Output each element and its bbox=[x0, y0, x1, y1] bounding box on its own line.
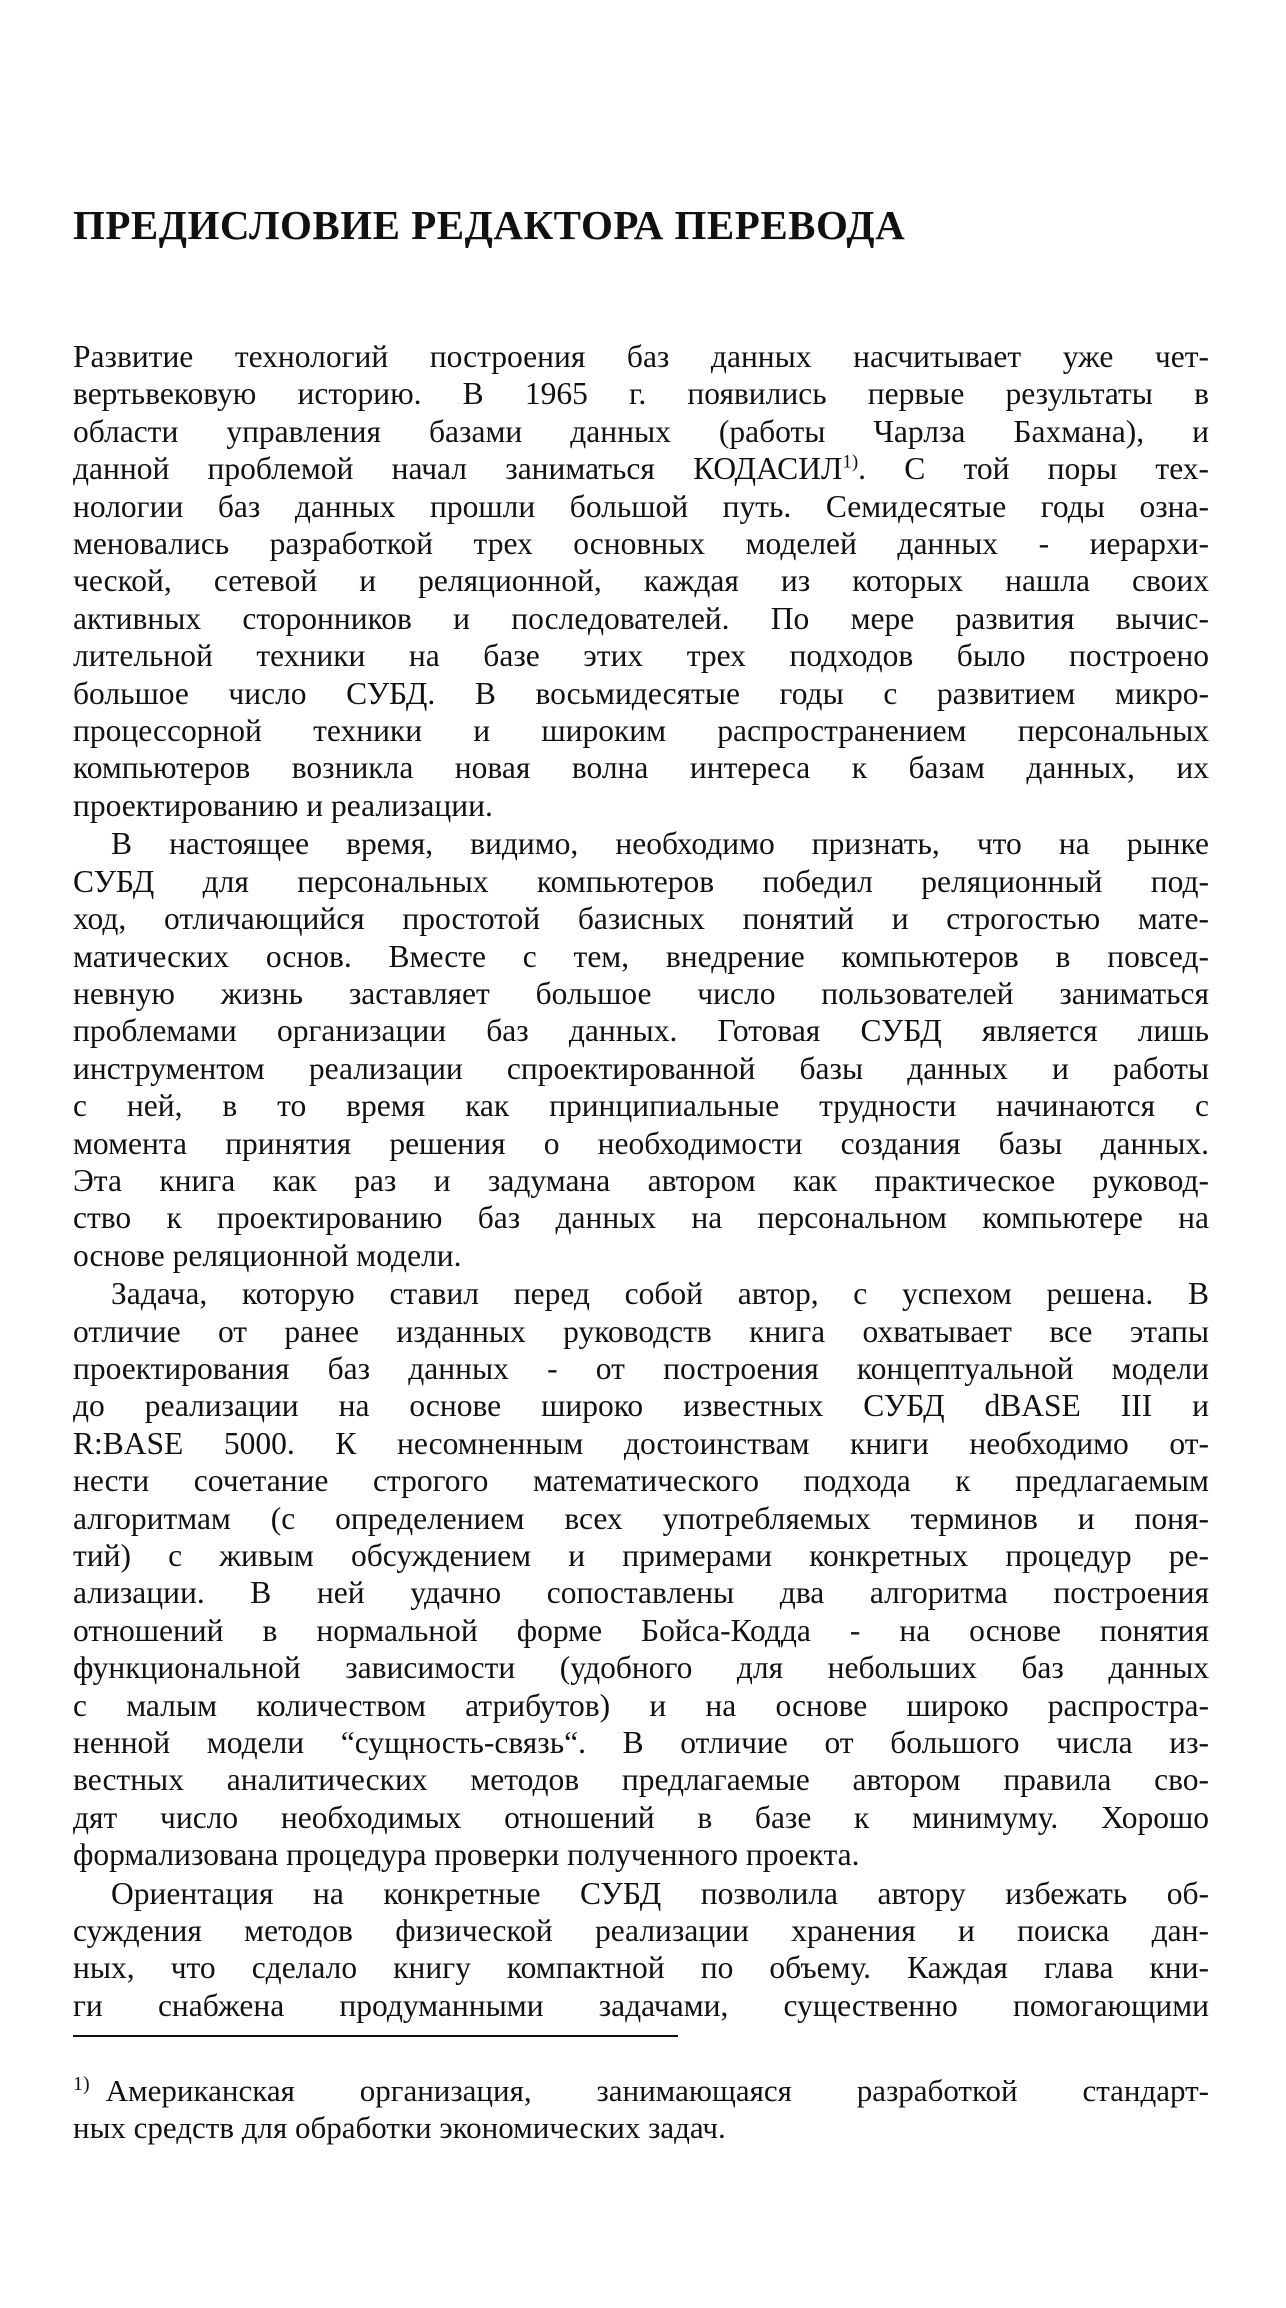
footnote bbox=[73, 2072, 1209, 2146]
paragraph-1-line-4-start: данной проблемой начал заниматься КОДАСИЛ bbox=[73, 451, 843, 487]
paragraph-3-line-4: до реализации на основе широко известных СУБД dBASE III и bbox=[73, 1388, 1209, 1424]
paragraph-2-line-4: матических основ. Вместе с тем, внедрение компьютеров в повсед- bbox=[73, 938, 1209, 974]
paragraph-2-line-9: момента принятия решения о необходимости создания базы данных. bbox=[73, 1125, 1209, 1161]
footnote-line-1 bbox=[73, 2072, 1209, 2109]
book-page bbox=[73, 0, 1209, 2308]
paragraph-1-line-2: вертьвековую историю. В 1965 г. появились первые результаты в bbox=[73, 376, 1209, 412]
paragraph-1-line-5: нологии баз данных прошли большой путь. Семидесятые годы озна- bbox=[73, 488, 1209, 524]
paragraph-2-line-11: ство к проектированию баз данных на персональном компьютере на bbox=[73, 1200, 1209, 1236]
paragraph-1-line-4-end: . С той поры тех- bbox=[858, 451, 1209, 487]
paragraph-4-line-4: ги снабжена продуманными задачами, существенно помогающими bbox=[73, 1987, 1209, 2023]
paragraph-3-line-5: R:BASE 5000. К несомненным достоинствам книги необходимо от- bbox=[73, 1425, 1209, 1461]
footnote-divider bbox=[73, 2035, 678, 2037]
paragraph-3-line-16: формализована процедура проверки полученного проекта. bbox=[73, 1837, 860, 1873]
paragraph-2-line-2: СУБД для персональных компьютеров победил реляционный под- bbox=[73, 863, 1209, 899]
paragraph-2-line-8: с ней, в то время как принципиальные трудности начинаются с bbox=[73, 1088, 1209, 1124]
paragraph-3-line-13: ненной модели “сущность-связь“. В отличие от большого числа из- bbox=[73, 1725, 1209, 1761]
paragraph-4-line-1: Ориентация на конкретные СУБД позволила автору избежать об- bbox=[111, 1875, 1209, 1911]
paragraph-2-line-6: проблемами организации баз данных. Готовая СУБД является лишь bbox=[73, 1013, 1209, 1049]
paragraph-1-line-8: активных сторонников и последователей. По мере развития вычис- bbox=[73, 600, 1209, 636]
paragraph-2-line-12: основе реляционной модели. bbox=[73, 1237, 462, 1273]
chapter-heading: ПРЕДИСЛОВИЕ РЕДАКТОРА ПЕРЕВОДА bbox=[73, 202, 906, 248]
paragraph-3-line-8: тий) с живым обсуждением и примерами конкретных процедур ре- bbox=[73, 1538, 1209, 1573]
paragraph-1-line-10: большое число СУБД. В восьмидесятые годы с развитием микро- bbox=[73, 675, 1209, 711]
paragraph-3-line-2: отличие от ранее изданных руководств книга охватывает все этапы bbox=[73, 1313, 1209, 1349]
paragraph-3-line-1: Задача, которую ставил перед собой автор, с успехом решена. В bbox=[111, 1276, 1209, 1312]
paragraph-1-line-3: области управления базами данных (работы Чарлза Бахмана), и bbox=[73, 413, 1209, 449]
paragraph-2-line-7: инструментом реализации спроектированной базы данных и работы bbox=[73, 1050, 1209, 1086]
paragraph-3-line-6: нести сочетание строгого математического подхода к предлагаемым bbox=[73, 1463, 1209, 1499]
paragraph-4-line-3: ных, что сделало книгу компактной по объему. Каждая глава кни- bbox=[73, 1950, 1209, 1986]
paragraph-1-line-6: меновались разработкой трех основных моделей данных - иерархи- bbox=[73, 526, 1209, 562]
paragraph-1-line-7: ческой, сетевой и реляционной, каждая из которых нашла своих bbox=[73, 563, 1209, 599]
footnote-line-1-text: Американская организация, занимающаяся разработкой стандарт- bbox=[105, 2073, 1209, 2108]
body-text bbox=[73, 338, 1209, 2024]
paragraph-3-line-10: отношений в нормальной форме Бойса-Кодда - на основе понятия bbox=[73, 1612, 1209, 1648]
footnote-line-2: ных средств для обработки экономических задач. bbox=[73, 2110, 726, 2145]
paragraph-2-line-1: В настоящее время, видимо, необходимо признать, что на рынке bbox=[111, 826, 1209, 862]
paragraph-3-line-11: функциональной зависимости (удобного для небольших баз данных bbox=[73, 1650, 1209, 1686]
paragraph-2-line-3: ход, отличающийся простотой базисных понятий и строгостью мате- bbox=[73, 901, 1209, 937]
footnote-mark: 1) bbox=[73, 2072, 90, 2095]
paragraph-2-line-5: невную жизнь заставляет большое число пользователей заниматься bbox=[73, 975, 1209, 1011]
paragraph-1-line-4 bbox=[73, 450, 1209, 487]
paragraph-4-line-2: суждения методов физической реализации хранения и поиска дан- bbox=[73, 1913, 1209, 1949]
paragraph-3-line-7: алгоритмам (с определением всех употребляемых терминов и поня- bbox=[73, 1500, 1209, 1536]
paragraph-3-line-9: ализации. В ней удачно сопоставлены два алгоритма построения bbox=[73, 1575, 1209, 1611]
paragraph-1-line-13: проектированию и реализации. bbox=[73, 787, 493, 823]
paragraph-1-line-12: компьютеров возникла новая волна интереса к базам данных, их bbox=[73, 750, 1209, 786]
paragraph-2-line-10: Эта книга как раз и задумана автором как практическое руковод- bbox=[73, 1162, 1209, 1198]
paragraph-1-line-11: процессорной техники и широким распространением персональных bbox=[73, 713, 1209, 749]
paragraph-1-line-1: Развитие технологий построения баз данных насчитывает уже чет- bbox=[73, 339, 1209, 374]
paragraph-1-line-9: лительной техники на базе этих трех подходов было построено bbox=[73, 638, 1209, 674]
paragraph-3-line-14: вестных аналитических методов предлагаемые автором правила сво- bbox=[73, 1762, 1209, 1798]
paragraph-3-line-15: дят число необходимых отношений в базе к минимуму. Хорошо bbox=[73, 1799, 1209, 1835]
paragraph-3-line-12: с малым количеством атрибутов) и на основе широко распростра- bbox=[73, 1687, 1209, 1723]
footnote-reference: 1) bbox=[842, 451, 859, 473]
paragraph-3-line-3: проектирования баз данных - от построения концептуальной модели bbox=[73, 1350, 1209, 1386]
